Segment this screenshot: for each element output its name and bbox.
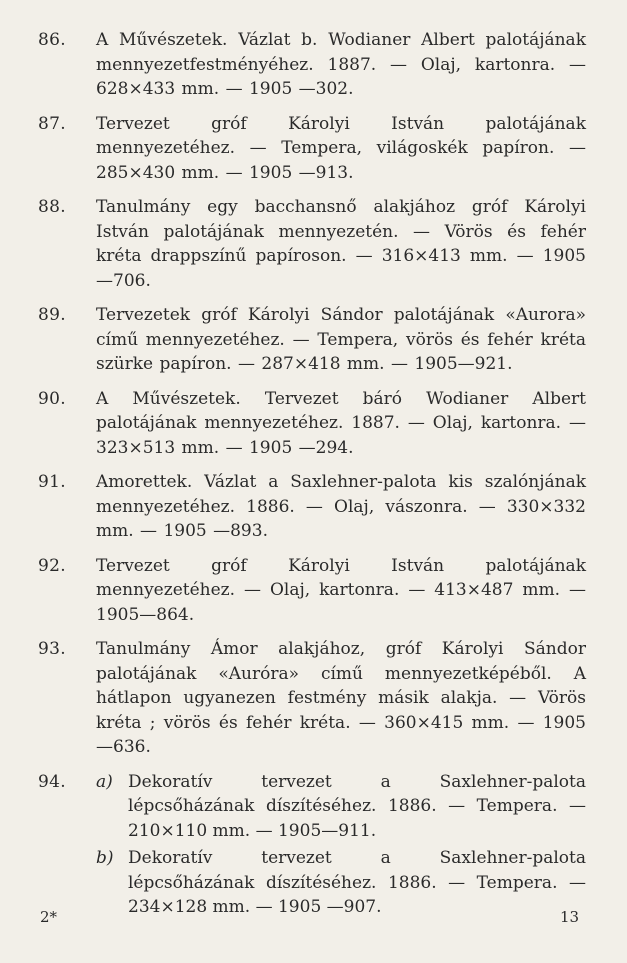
entry-subitem-a	[96, 770, 627, 844]
entry-text: Amorettek. Vázlat a Saxlehner-palota kis szalónjának mennyezetéhez. 1886. — Olaj, vászonra. — 330×332 mm. — 1905 —893.	[96, 472, 586, 541]
entry-number: 94.	[38, 771, 66, 792]
catalog-entries	[0, 28, 627, 930]
subitem-label: b)	[96, 848, 114, 868]
entry-number: 93.	[38, 639, 66, 659]
entry-text: Tervezet gróf Károlyi István palotájának mennyezetéhez. — Tempera, világoskék papíron. — 285×430 mm. — 1905 —913.	[96, 113, 586, 183]
entry-number: 86.	[38, 30, 66, 50]
catalog-entry	[0, 112, 627, 186]
catalog-entry	[0, 637, 627, 760]
catalog-entry	[0, 554, 627, 628]
entry-number: 87.	[38, 113, 66, 134]
entry-text: Tanulmány Ámor alakjához, gróf Károlyi Sándor palotájának «Auróra» című mennyezetképéből. A hátlapon ugyanezen festmény másik alakja. — Vörös kréta ; vörös és fehér kréta. — 360×415 mm. — 1905 —636.	[96, 639, 586, 757]
entry-number: 92.	[38, 555, 66, 576]
signature-mark: 2*	[40, 908, 58, 926]
catalog-entry	[0, 195, 627, 293]
entry-number: 91.	[38, 472, 66, 492]
entry-text: Tanulmány egy bacchansnő alakjához gróf Károlyi István palotájának mennyezetén. — Vörös és fehér kréta drappszínű papíroson. — 316×413 mm. — 1905 —706.	[96, 197, 586, 291]
entry-text: A Művészetek. Tervezet báró Wodianer Albert palotájának mennyezetéhez. 1887. — Olaj, kartonra. — 323×513 mm. — 1905 —294.	[96, 388, 586, 458]
catalog-entry	[0, 303, 627, 377]
entry-text: Tervezet gróf Károlyi István palotájának mennyezetéhez. — Olaj, kartonra. — 413×487 mm. — 1905—864.	[96, 555, 586, 625]
subitem-text: Dekoratív tervezet a Saxlehner-palota lépcsőházának díszítéséhez. 1886. — Tempera. — 210×110 mm. — 1905—911.	[128, 771, 586, 841]
page-number: 13	[560, 908, 580, 926]
catalog-entry-94	[0, 770, 627, 920]
entry-subitem-b	[96, 846, 627, 920]
entry-text: A Művészetek. Vázlat b. Wodianer Albert palotájának mennyezetfestményéhez. 1887. — Olaj, kartonra. — 628×433 mm. — 1905 —302.	[96, 30, 586, 99]
subitem-text: Dekoratív tervezet a Saxlehner-palota lépcsőházának díszítéséhez. 1886. — Tempera. — 234×128 mm. — 1905 —907.	[128, 848, 586, 917]
entry-number: 90.	[38, 388, 66, 409]
entry-text: Tervezetek gróf Károlyi Sándor palotájának «Aurora» című mennyezetéhez. — Tempera, vörös és fehér kréta szürke papíron. — 287×418 mm. — 1905—921.	[96, 305, 586, 374]
entry-number: 88.	[38, 197, 66, 217]
catalog-entry	[0, 387, 627, 461]
subitem-label: a)	[96, 771, 113, 792]
catalog-entry	[0, 28, 627, 102]
catalog-entry	[0, 470, 627, 544]
entry-number: 89.	[38, 305, 66, 325]
